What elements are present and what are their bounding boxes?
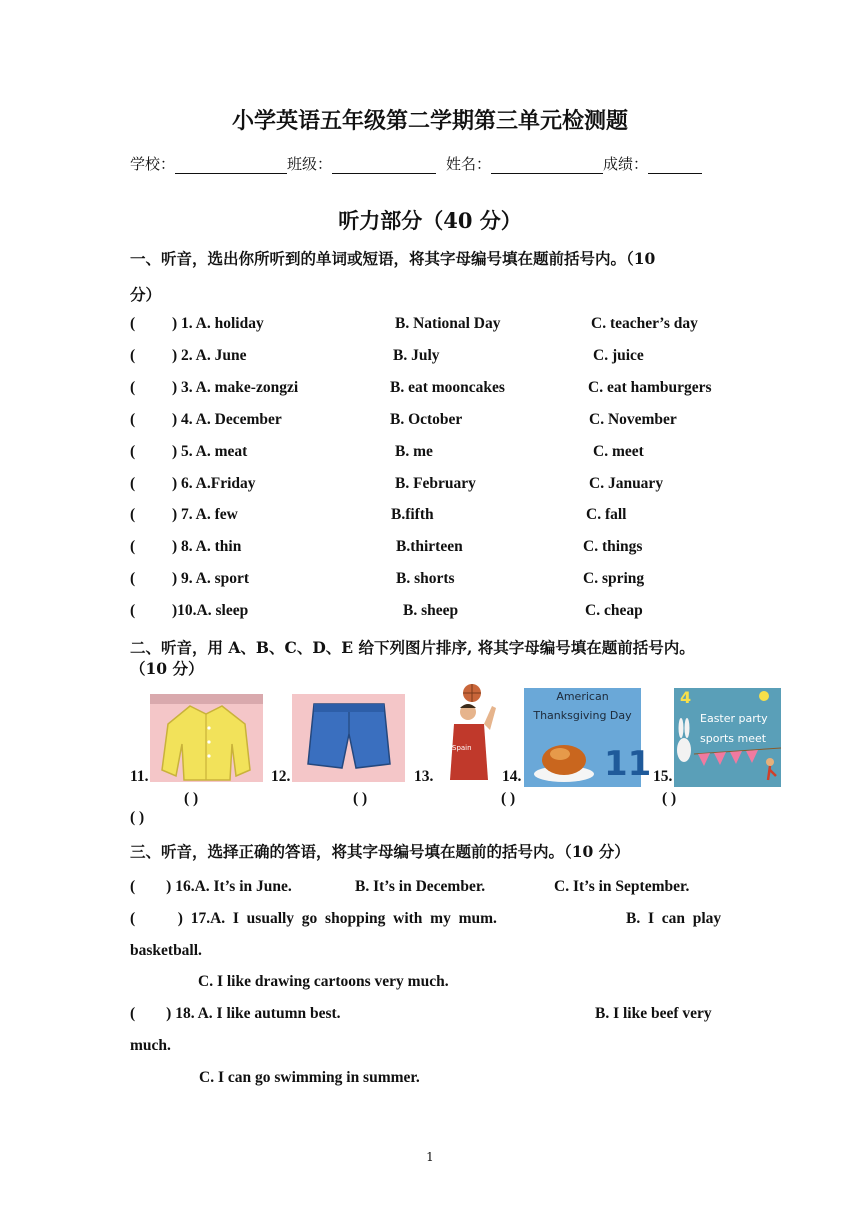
q6-paren-open: ( — [130, 475, 136, 492]
class-blank[interactable] — [332, 159, 436, 174]
jersey-text: Spain — [452, 744, 472, 752]
q18-stem: ( ) 18. A. I like autumn best. — [130, 1005, 341, 1022]
q3-option-b: B. eat mooncakes — [390, 379, 505, 396]
basketball-player-icon — [438, 682, 502, 782]
q1-option-b: B. National Day — [395, 315, 501, 332]
q1-paren-open: ( — [130, 315, 136, 332]
q4-option-c: C. November — [589, 411, 677, 428]
easter-text-1: Easter party — [700, 712, 768, 725]
q16-stem: ( ) 16.A. It’s in June. — [130, 878, 292, 895]
q3-paren-open: ( — [130, 379, 136, 396]
basketball-player-picture — [438, 682, 502, 782]
part2-heading: 二、听音，用 A、B、C、D、E 给下列图片排序, 将其字母编号填在题前括号内。 — [130, 638, 695, 657]
q6-stem: ) 6. A.Friday — [172, 475, 256, 492]
thanksgiving-day-number: 11 — [604, 744, 652, 784]
picture-number-15: 15. — [653, 768, 673, 785]
bunny-bunting-icon — [674, 688, 781, 787]
school-label: 学校： — [130, 155, 176, 173]
q17-option-b: B. I can play — [626, 910, 722, 927]
q7-stem: ) 7. A. few — [172, 506, 238, 523]
q2-stem: ) 2. A. June — [172, 347, 247, 364]
q17-stem: ( ) 17.A. I usually go shopping with my mum. — [130, 910, 497, 927]
name-blank[interactable] — [491, 159, 603, 174]
q6-option-c: C. January — [589, 475, 664, 492]
q5-stem: ) 5. A. meat — [172, 443, 248, 460]
q8-paren-open: ( — [130, 538, 136, 555]
shirt-picture — [150, 694, 263, 782]
shirt-icon — [150, 694, 263, 782]
q9-paren-open: ( — [130, 570, 136, 587]
q9-option-b: B. shorts — [396, 570, 455, 587]
q9-option-c: C. spring — [583, 570, 645, 587]
q1-stem: ) 1. A. holiday — [172, 315, 264, 332]
easter-sports-picture — [674, 688, 781, 787]
class-label: 班级： — [287, 155, 333, 173]
q18-option-b-wrap: much. — [130, 1037, 171, 1054]
document-title: 小学英语五年级第二学期第三单元检测题 — [231, 108, 628, 134]
q10-paren-open: ( — [130, 602, 136, 619]
shorts-picture — [292, 694, 405, 782]
q16-option-c: C. It’s in September. — [554, 878, 690, 895]
q10-stem: )10.A. sleep — [172, 602, 249, 619]
answer-blank-13[interactable]: ( ) — [501, 790, 516, 807]
q4-option-b: B. October — [390, 411, 463, 428]
q1-option-c: C. teacher’s day — [591, 315, 698, 332]
shorts-icon — [292, 694, 405, 782]
page-number: 1 — [426, 1150, 434, 1164]
q3-stem: ) 3. A. make-zongzi — [172, 379, 299, 396]
name-label: 姓名： — [446, 155, 492, 173]
answer-blank-14[interactable]: ( ) — [662, 790, 677, 807]
q18-option-c: C. I can go swimming in summer. — [199, 1069, 420, 1086]
q9-stem: ) 9. A. sport — [172, 570, 250, 587]
part1-heading-cont: 分） — [130, 285, 162, 304]
q5-option-b: B. me — [395, 443, 433, 460]
q10-option-b: B. sheep — [403, 602, 459, 619]
q5-option-c: C. meet — [593, 443, 644, 460]
part2-heading-cont: （10 分） — [130, 659, 204, 678]
q7-option-b: B.fifth — [391, 506, 434, 523]
easter-number: 4 — [680, 688, 692, 707]
q8-option-c: C. things — [583, 538, 643, 555]
q17-option-c: C. I like drawing cartoons very much. — [198, 973, 449, 990]
q10-option-c: C. cheap — [585, 602, 643, 619]
q17-option-b-wrap: basketball. — [130, 942, 202, 959]
thanksgiving-picture — [524, 688, 652, 787]
picture-number-13: 13. — [414, 768, 434, 785]
q5-paren-open: ( — [130, 443, 136, 460]
score-label: 成绩： — [603, 155, 649, 173]
listening-section-title: 听力部分（40 分） — [338, 208, 522, 233]
part3-heading: 三、听音，选择正确的答语，将其字母编号填在题前的括号内。（10 分） — [130, 842, 630, 861]
thanksgiving-text-1: American — [556, 690, 609, 703]
q4-stem: ) 4. A. December — [172, 411, 282, 428]
student-info-line — [130, 153, 702, 174]
q7-option-c: C. fall — [586, 506, 627, 523]
answer-blank-15[interactable]: ( ) — [130, 809, 145, 826]
q2-option-b: B. July — [393, 347, 440, 364]
answer-blank-12[interactable]: ( ) — [353, 790, 368, 807]
q6-option-b: B. February — [395, 475, 476, 492]
part1-heading: 一、听音，选出你所听到的单词或短语，将其字母编号填在题前括号内。（10 — [130, 249, 656, 268]
q8-option-b: B.thirteen — [396, 538, 463, 555]
picture-number-14: 14. — [502, 768, 522, 785]
q18-option-b: B. I like beef very — [595, 1005, 712, 1022]
q7-paren-open: ( — [130, 506, 136, 523]
q3-option-c: C. eat hamburgers — [588, 379, 712, 396]
q4-paren-open: ( — [130, 411, 136, 428]
picture-number-11: 11. — [130, 768, 149, 785]
easter-text-2: sports meet — [700, 732, 767, 745]
thanksgiving-text-2: Thanksgiving Day — [533, 709, 632, 722]
q2-paren-open: ( — [130, 347, 136, 364]
picture-number-12: 12. — [271, 768, 291, 785]
q2-option-c: C. juice — [593, 347, 644, 364]
answer-blank-11[interactable]: ( ) — [184, 790, 199, 807]
school-blank[interactable] — [175, 159, 287, 174]
q8-stem: ) 8. A. thin — [172, 538, 242, 555]
q16-option-b: B. It’s in December. — [355, 878, 486, 895]
score-blank[interactable] — [648, 159, 702, 174]
